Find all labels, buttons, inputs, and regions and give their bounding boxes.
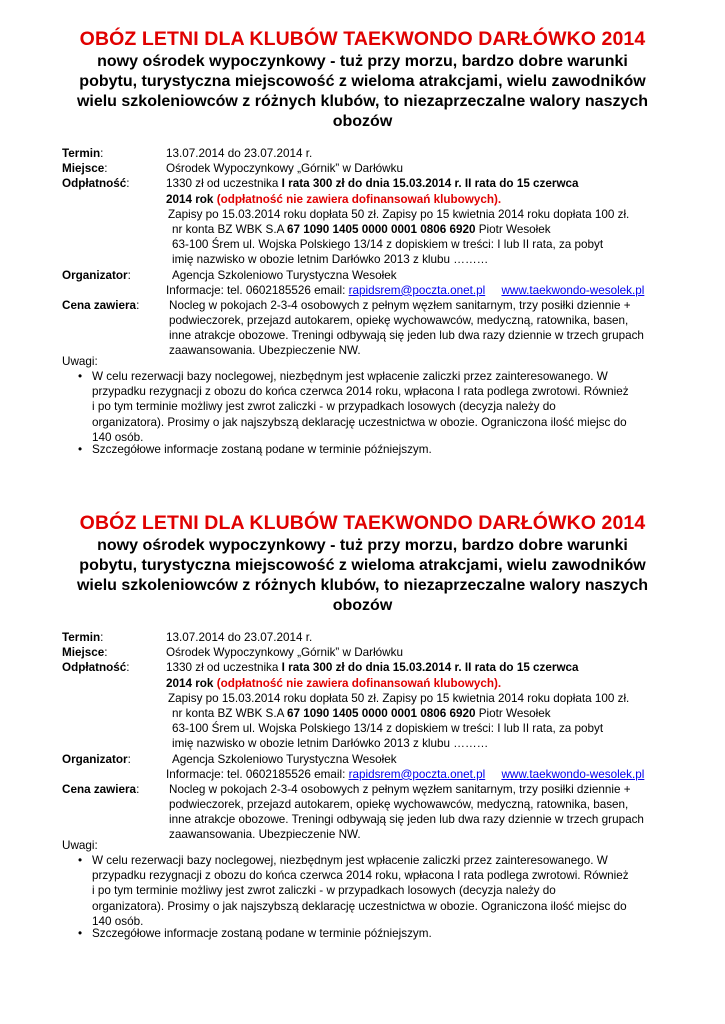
organizator-label: Organizator:	[62, 752, 131, 766]
installments-year: 2014 rok	[166, 192, 214, 206]
installments-year: 2014 rok	[166, 676, 214, 690]
cena-line: podwieczorek, przejazd autokarem, opiekę wychowawców, medyczną, ratownika, basen,	[169, 314, 629, 328]
subtitle-line: pobytu, turystyczna miejscowość z wieloma atrakcjami, wielu zawodników	[79, 557, 646, 574]
miejsce-row	[0, 161, 725, 176]
bullet-icon: •	[78, 927, 83, 940]
funding-note: (odpłatność nie zawiera dofinansowań klubowych).	[216, 192, 502, 206]
organizator-label: Organizator:	[62, 268, 131, 282]
termin-value: 13.07.2014 do 23.07.2014 r.	[166, 147, 313, 160]
subtitle-line: pobytu, turystyczna miejscowość z wieloma atrakcjami, wielu zawodników	[79, 73, 646, 90]
bullet-icon: •	[78, 443, 83, 456]
subtitle-line: nowy ośrodek wypoczynkowy - tuż przy morzu, bardzo dobre warunki	[97, 537, 628, 554]
subtitle-line: nowy ośrodek wypoczynkowy - tuż przy morzu, bardzo dobre warunki	[97, 53, 628, 70]
website-link[interactable]: www.taekwondo-wesolek.pl	[501, 283, 645, 297]
installments-text: I rata 300 zł do dnia 15.03.2014 r. II rata do 15 czerwca	[281, 177, 579, 191]
termin-row	[0, 146, 725, 161]
account-holder: Piotr Wesołek	[478, 706, 551, 720]
cena-line: Nocleg w pokojach 2-3-4 osobowych z pełnym węzłem sanitarnym, trzy posiłki dziennie +	[169, 782, 631, 796]
miejsce-label: Miejsce:	[62, 646, 108, 660]
termin-row	[0, 630, 725, 645]
miejsce-label: Miejsce:	[62, 162, 108, 176]
subtitle-line: wielu szkoleniowców z różnych klubów, to niezaprzeczalne walory naszych	[76, 577, 649, 594]
odplatnosc-row	[0, 176, 725, 191]
cena-row	[0, 298, 725, 313]
email-link[interactable]: rapidsrem@poczta.onet.pl	[348, 283, 486, 297]
miejsce-row	[0, 645, 725, 660]
uwagi-label: Uwagi:	[62, 355, 98, 368]
contact-info: Informacje: tel. 0602185526 email:	[166, 767, 346, 781]
organizator-value: Agencja Szkoleniowo Turystyczna Wesołek	[172, 752, 397, 766]
transfer-title-text: imię nazwisko w obozie letnim Darłówko 2013 z klubu ………	[172, 737, 489, 751]
account-holder: Piotr Wesołek	[478, 222, 551, 236]
organizator-value: Agencja Szkoleniowo Turystyczna Wesołek	[172, 268, 397, 282]
address-text: 63-100 Śrem ul. Wojska Polskiego 13/14 z dopiskiem w treści: I lub II rata, za pobyt	[172, 238, 604, 252]
bank-label: nr konta BZ WBK S.A	[172, 706, 284, 720]
cena-line: podwieczorek, przejazd autokarem, opiekę wychowawców, medyczną, ratownika, basen,	[169, 798, 629, 812]
termin-value: 13.07.2014 do 23.07.2014 r.	[166, 631, 313, 644]
bullet-icon: •	[78, 370, 83, 383]
organizator-row	[0, 752, 725, 767]
website-link[interactable]: www.taekwondo-wesolek.pl	[501, 767, 645, 781]
email-link[interactable]: rapidsrem@poczta.onet.pl	[348, 767, 486, 781]
cena-line: zaawansowania. Ubezpieczenie NW.	[169, 344, 361, 358]
late-fee-text: Zapisy po 15.03.2014 roku dopłata 50 zł. Zapisy po 15 kwietnia 2014 roku dopłata 100 zł.	[168, 207, 630, 221]
note-item: • Szczegółowe informacje zostaną podane w terminie późniejszym.	[78, 927, 432, 940]
details-block	[0, 630, 725, 843]
contact-info: Informacje: tel. 0602185526 email:	[166, 283, 346, 297]
subtitle-line: obozów	[332, 113, 393, 130]
account-number: 67 1090 1405 0000 0001 0806 6920	[286, 706, 476, 720]
cena-label: Cena zawiera:	[62, 782, 140, 796]
flyer-subtitle	[0, 52, 725, 132]
cena-line: inne atrakcje obozowe. Treningi odbywają się jeden lub dwa razy dziennie w trzech grupach	[169, 329, 644, 343]
miejsce-value: Ośrodek Wypoczynkowy „Górnik” w Darłówku	[166, 646, 403, 660]
uwagi-label: Uwagi:	[62, 839, 98, 852]
organizator-row	[0, 268, 725, 283]
bank-label: nr konta BZ WBK S.A	[172, 222, 284, 236]
price-text: 1330 zł od uczestnika	[166, 177, 279, 191]
note-item: • Szczegółowe informacje zostaną podane w terminie późniejszym.	[78, 443, 432, 456]
note-item: • W celu rezerwacji bazy noclegowej, niezbędnym jest wpłacenie zaliczki przez zainteresowanego. W przypadku rezygnacji z obozu do końca czerwca 2014 roku, wpłacona I rata podlega zwrotowi. Również i po tym terminie możliwy jest zwrot zaliczki - w przypadkach losowych (decyzja należy do organizatora). Prosimy o jak najszybszą deklarację uczestnictwa w obozie. Ograniczona ilość miejsc do 140 osób.	[78, 370, 629, 444]
cena-line: Nocleg w pokojach 2-3-4 osobowych z pełnym węzłem sanitarnym, trzy posiłki dziennie +	[169, 298, 631, 312]
odplatnosc-label: Odpłatność:	[62, 177, 130, 191]
details-block	[0, 146, 725, 359]
cena-line: zaawansowania. Ubezpieczenie NW.	[169, 828, 361, 842]
note-item: • W celu rezerwacji bazy noclegowej, niezbędnym jest wpłacenie zaliczki przez zainteresowanego. W przypadku rezygnacji z obozu do końca czerwca 2014 roku, wpłacona I rata podlega zwrotowi. Również i po tym terminie możliwy jest zwrot zaliczki - w przypadkach losowych (decyzja należy do organizatora). Prosimy o jak najszybszą deklarację uczestnictwa w obozie. Ograniczona ilość miejsc do 140 osób.	[78, 854, 629, 928]
termin-label: Termin:	[62, 147, 104, 160]
cena-label: Cena zawiera:	[62, 298, 140, 312]
cena-row	[0, 782, 725, 797]
flyer-section	[0, 28, 725, 456]
miejsce-value: Ośrodek Wypoczynkowy „Górnik” w Darłówku	[166, 162, 403, 176]
flyer-subtitle	[0, 536, 725, 616]
address-text: 63-100 Śrem ul. Wojska Polskiego 13/14 z dopiskiem w treści: I lub II rata, za pobyt	[172, 722, 604, 736]
account-number: 67 1090 1405 0000 0001 0806 6920	[286, 222, 476, 236]
subtitle-line: wielu szkoleniowców z różnych klubów, to niezaprzeczalne walory naszych	[76, 93, 649, 110]
flyer-title: OBÓZ LETNI DLA KLUBÓW TAEKWONDO DARŁÓWKO 2014	[79, 512, 646, 534]
bullet-icon: •	[78, 854, 83, 867]
price-text: 1330 zł od uczestnika	[166, 661, 279, 675]
odplatnosc-row	[0, 660, 725, 675]
transfer-title-text: imię nazwisko w obozie letnim Darłówko 2013 z klubu ………	[172, 253, 489, 267]
cena-line: inne atrakcje obozowe. Treningi odbywają się jeden lub dwa razy dziennie w trzech grupach	[169, 813, 644, 827]
late-fee-text: Zapisy po 15.03.2014 roku dopłata 50 zł. Zapisy po 15 kwietnia 2014 roku dopłata 100 zł.	[168, 691, 630, 705]
termin-label: Termin:	[62, 631, 104, 644]
funding-note: (odpłatność nie zawiera dofinansowań klubowych).	[216, 676, 502, 690]
installments-text: I rata 300 zł do dnia 15.03.2014 r. II rata do 15 czerwca	[281, 661, 579, 675]
subtitle-line: obozów	[332, 597, 393, 614]
flyer-title: OBÓZ LETNI DLA KLUBÓW TAEKWONDO DARŁÓWKO 2014	[79, 28, 646, 50]
odplatnosc-label: Odpłatność:	[62, 661, 130, 675]
flyer-section	[0, 512, 725, 940]
